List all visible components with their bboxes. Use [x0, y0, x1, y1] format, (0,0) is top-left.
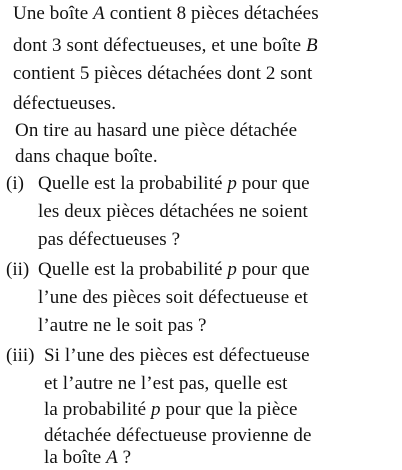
question-1-line-3: pas défectueuses ? — [38, 229, 181, 250]
intro-line-1-post: contient 8 pièces détachées — [104, 3, 319, 24]
question-1-line-1-pre: Quelle est la probabilité — [38, 173, 228, 194]
question-2-line-1-post: pour que — [236, 259, 310, 280]
question-3-line-4: détachée défectueuse provienne de — [44, 425, 312, 446]
intro-line-4: défectueuses. — [13, 93, 117, 114]
question-3-line-2: et l’autre ne l’est pas, quelle est — [44, 373, 288, 394]
intro-line-1 — [13, 2, 319, 26]
question-3-line-5 — [44, 446, 131, 470]
question-3-line-3-post: pour que la pièce — [160, 399, 298, 420]
intro-line-2-pre: dont 3 sont défectueuses, et une boîte — [13, 35, 307, 56]
question-3-marker: (iii) — [6, 345, 35, 366]
question-2-line-2: l’une des pièces soit défectueuse et — [38, 287, 309, 308]
box-a-variable: A — [93, 3, 105, 24]
intro-line-2 — [13, 34, 318, 58]
question-2-line-1-pre: Quelle est la probabilité — [38, 259, 228, 280]
question-2-line-3: l’autre ne le soit pas ? — [38, 315, 207, 336]
question-1-line-2: les deux pièces détachées ne soient — [38, 201, 308, 222]
question-2-marker: (ii) — [6, 259, 30, 280]
question-3-line-3-pre: la probabilité — [44, 399, 152, 420]
question-1-marker: (i) — [6, 173, 24, 194]
question-1-line-1 — [38, 172, 310, 196]
question-3-line-1: Si l’une des pièces est défectueuse — [44, 345, 310, 366]
probability-p-variable: p — [227, 259, 237, 280]
question-3-line-5-post: ? — [117, 447, 132, 468]
intro-line-5: On tire au hasard une pièce détachée — [15, 120, 298, 141]
question-1-line-1-post: pour que — [236, 173, 310, 194]
intro-line-3: contient 5 pièces détachées dont 2 sont — [13, 63, 313, 84]
box-b-variable: B — [306, 35, 318, 56]
probability-p-variable: p — [227, 173, 237, 194]
box-a-variable: A — [106, 447, 118, 468]
question-3-line-3 — [44, 398, 298, 422]
intro-line-6: dans chaque boîte. — [15, 146, 158, 167]
intro-line-1-pre: Une boîte — [13, 3, 94, 24]
question-3-line-5-pre: la boîte — [44, 447, 107, 468]
question-2-line-1 — [38, 258, 310, 282]
probability-p-variable: p — [151, 399, 161, 420]
